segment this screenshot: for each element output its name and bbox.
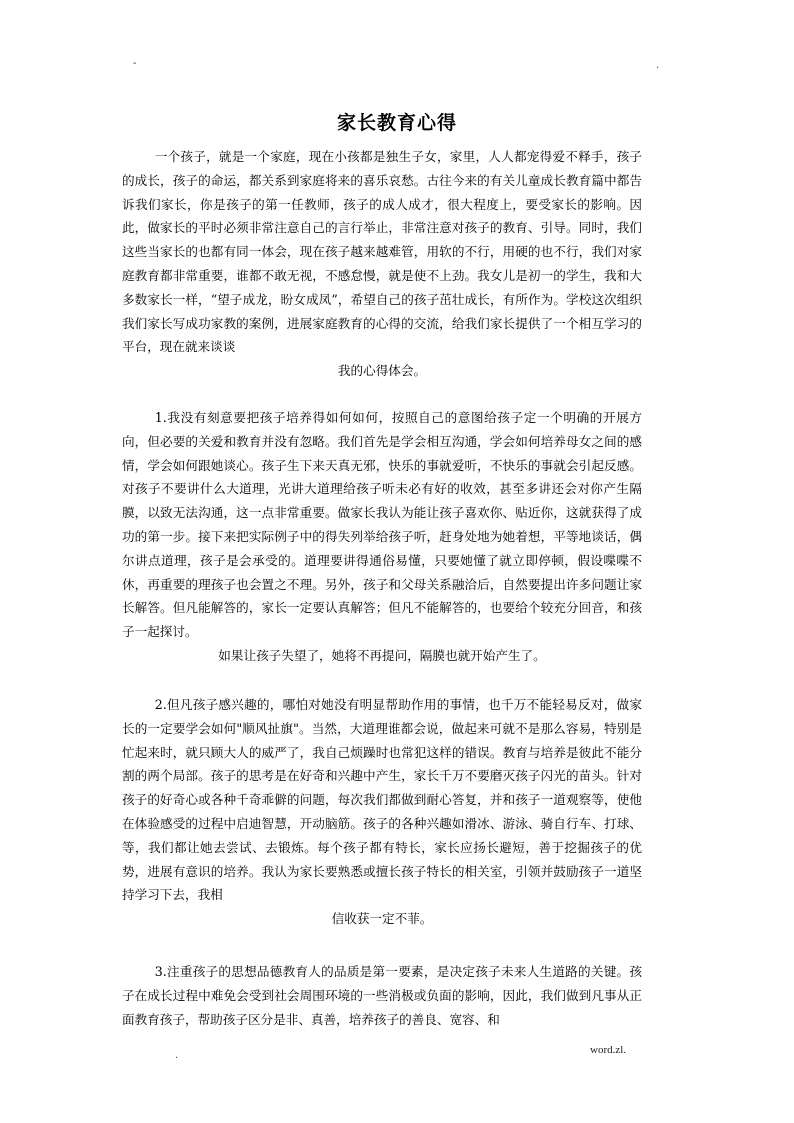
intro-paragraph — [122, 145, 642, 383]
section-3-body: 3.注重孩子的思想品德教育人的品质是第一要素，是决定孩子未来人生道路的关键。孩子在成长过程中难免会受到社会周围环境的一些消极或负面的影响，因此，我们做到凡事从正面教育孩子，帮助孩子区分是非、真善，培养孩子的善良、宽容、和 — [122, 964, 642, 1027]
section-2-tail: 信收获一定不菲。 — [331, 911, 433, 927]
footer-mark-left: . — [175, 1050, 179, 1061]
intro-body: 一个孩子，就是一个家庭，现在小孩都是独生子女，家里，人人都宠得爱不释手，孩子的成长，孩子的命运，都关系到家庭将来的喜乐哀愁。古往今来的有关儿童成长教育篇中都告诉我们家长，你是孩子的第一任教师，孩子的成人成才，很大程度上，要受家长的影响。因此，做家长的平时必须非常注意自己的言行举止，非常注意对孩子的教育、引导。同时，我们这些当家长的也都有同一体会，现在孩子越来越难管，用软的不行，用硬的也不行，我们对家庭教育都非常重要，谁都不敢无视，不感怠慢，就是使不上劲。我女儿是初一的学生，我和大多数家长一样，“望子成龙，盼女成凤”，希望自己的孩子茁壮成长，有所作为。学校这次组织我们家长写成功家教的案例，进展家庭教育的心得的交流，给我们家长提供了一个相互学习的平台，现在就来谈谈 — [122, 149, 642, 355]
intro-tail: 我的心得体会。 — [337, 363, 427, 379]
section-1 — [122, 406, 642, 668]
footer-source: word.zl. — [590, 1044, 627, 1056]
section-2 — [122, 693, 642, 931]
header-mark-left: - — [133, 58, 137, 69]
section-3 — [122, 960, 642, 1031]
section-2-body: 2.但凡孩子感兴趣的，哪怕对她没有明显帮助作用的事情，也千万不能轻易反对，做家长的一定要学会如何"顺风扯旗"。当然，大道理谁都会说，做起来可就不是那么容易，特别是忙起来时，就只顾大人的威严了，我自己烦躁时也常犯这样的错误。教育与培养是彼此不能分割的两个局部。孩子的思考是在好奇和兴趣中产生，家长千万不要磨灭孩子闪光的苗头。针对孩子的好奇心或各种千奇乖僻的问题，每次我们都做到耐心答复，并和孩子一道观察等，使他在体验感受的过程中启迪智慧，开动脑筋。孩子的各种兴趣如滑冰、游泳、骑自行车、打球、等，我们都让她去尝试、去锻炼。每个孩子都有特长，家长应扬长避短，善于挖掘孩子的优势，进展有意识的培养。我认为家长要熟悉或擅长孩子特长的相关室，引领并鼓励孩子一道坚持学习下去，我相 — [122, 697, 642, 903]
section-1-tail: 如果让孩子失望了，她将不再提问，隔膜也就开始产生了。 — [218, 647, 546, 663]
document-title: 家长教育心得 — [336, 112, 457, 134]
header-mark-right: . — [656, 60, 660, 71]
section-1-body: 1.我没有刻意要把孩子培养得如何如何，按照自己的意图给孩子定一个明确的开展方向，但必要的关爱和教育并没有忽略。我们首先是学会相互沟通，学会如何培养母女之间的感情，学会如何跟她谈心。孩子生下来天真无邪，快乐的事就爱听，不快乐的事就会引起反感。对孩子不要讲什么大道理，光讲大道理给孩子听未必有好的收效，甚至多讲还会对你产生隔膜，以致无法沟通，这一点非常重要。做家长我认为能让孩子喜欢你、贴近你，这就获得了成功的第一步。接下来把实际例子中的得失列举给孩子听，赶身处地为她着想，平等地谈话，偶尔讲点道理，孩子是会承受的。道理要讲得通俗易懂，只要她懂了就立即停顿，假设喋喋不休，再重要的理孩子也会置之不理。另外，孩子和父母关系融洽后，自然要提出许多问题让家长解答。但凡能解答的，家长一定要认真解答；但凡不能解答的，也要给个较充分回音，和孩子一起探讨。 — [122, 410, 642, 640]
